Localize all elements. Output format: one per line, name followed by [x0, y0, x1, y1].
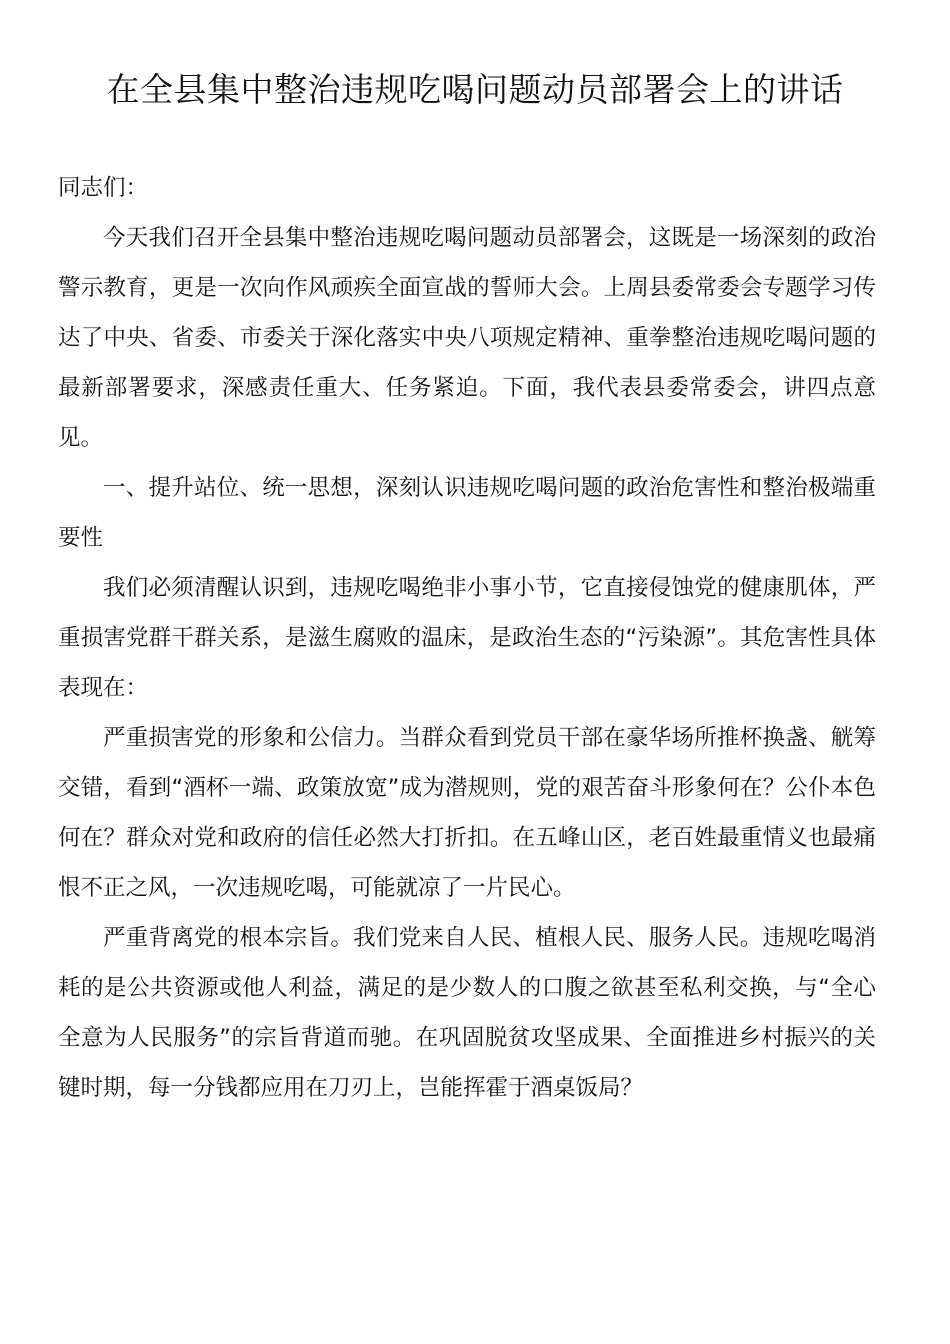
paragraph-intro: 今天我们召开全县集中整治违规吃喝问题动员部署会，这既是一场深刻的政治警示教育，更是一次向作风顽疾全面宣战的誓师大会。上周县委常委会专题学习传达了中央、省委、市委关于深化落实中央八项规定精神、重拳整治违规吃喝问题的最新部署要求，深感责任重大、任务紧迫。下面，我代表县委常委会，讲四点意见。 — [58, 225, 876, 451]
paragraph-harm-overview: 我们必须清醒认识到，违规吃喝绝非小事小节，它直接侵蚀党的健康肌体，严重损害党群干群关系，是滋生腐败的温床，是政治生态的“污染源”。其危害性具体表现在： — [58, 575, 876, 701]
document-title: 在全县集中整治违规吃喝问题动员部署会上的讲话 — [106, 70, 844, 109]
paragraph-image-credibility: 严重损害党的形象和公信力。当群众看到党员干部在豪华场所推杯换盏、觥筹交错，看到“酒杯一端、政策放宽”成为潜规则，党的艰苦奋斗形象何在？公仆本色何在？群众对党和政府的信任必然大打折扣。在五峰山区，老百姓最重情义也最痛恨不正之风，一次违规吃喝，可能就凉了一片民心。 — [58, 725, 876, 901]
paragraph-fundamental-purpose: 严重背离党的根本宗旨。我们党来自人民、植根人民、服务人民。违规吃喝消耗的是公共资源或他人利益，满足的是少数人的口腹之欲甚至私利交换，与“全心全意为人民服务”的宗旨背道而驰。在巩固脱贫攻坚成果、全面推进乡村振兴的关键时期，每一分钱都应用在刀刃上，岂能挥霍于酒桌饭局？ — [58, 925, 876, 1101]
salutation: 同志们： — [58, 175, 149, 201]
document-body — [58, 163, 876, 1113]
section-heading-1: 一、提升站位、统一思想，深刻认识违规吃喝问题的政治危害性和整治极端重要性 — [58, 475, 876, 551]
